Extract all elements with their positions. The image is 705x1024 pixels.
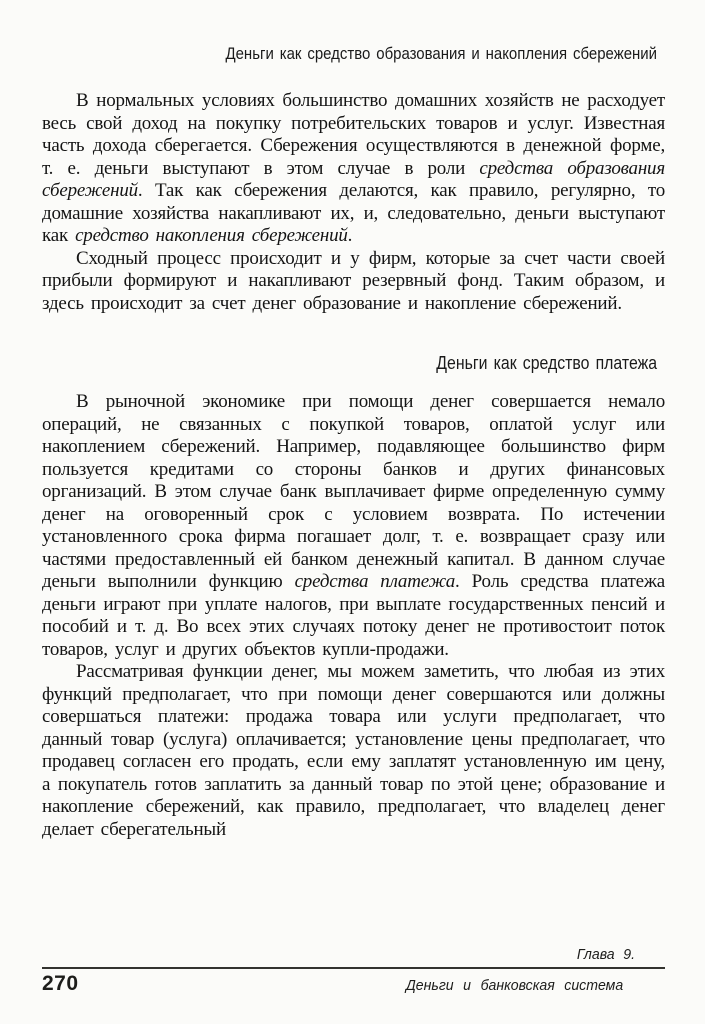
body-text: В рыночной экономике при помощи денег совершается немало операций, не связанных с покупкой товаров, оплатой услуг или накоплением сбережений. Например, подавляющее большинство фирм пользуется кредитами со стороны банков и других финансовых организаций. В этом случае банк выплачивает фирме определенную сумму денег на оговоренный срок с условием возврата. По истечении установленного срока фирма погашает долг, т. е. возвращает сразу или частями предоставленный ей банком денежный капитал. В данном случае деньги выполнили функцию — [42, 391, 665, 592]
book-title: Деньги и банковская система — [405, 977, 623, 994]
body-text: . Так как сбережения делаются, как правило, регулярно, то домашние хозяйства накапливают их, и, следовательно, деньги выступают как — [42, 180, 665, 246]
running-head: Деньги как средство образования и накопления сбережений — [225, 44, 657, 63]
paragraph — [42, 248, 665, 316]
paragraph — [42, 391, 665, 661]
chapter-label: Глава 9. — [576, 946, 635, 963]
body-text: Сходный процесс происходит и у фирм, которые за счет части своей прибыли формируют и накапливают резервный фонд. Таким образом, и здесь происходит за счет денег образование и накопление сбережений. — [42, 247, 665, 314]
paragraph — [42, 90, 665, 248]
page-body — [42, 90, 665, 841]
body-text: . — [347, 225, 353, 246]
emphasis-text: средства платежа — [294, 571, 456, 592]
paragraph — [42, 661, 665, 841]
page-number: 270 — [42, 972, 79, 995]
page-footer — [42, 946, 665, 996]
footer-rule — [42, 967, 665, 969]
emphasis-text: средство накопления сбережений — [75, 225, 348, 246]
footer-row — [42, 972, 665, 996]
section-heading: Деньги как средство платежа — [436, 353, 657, 373]
body-text: Рассматривая функции денег, мы можем заметить, что любая из этих функций предполагает, что при помощи денег совершаются или должны совершаться платежи: продажа товара или услуги предполагает, что данный товар (услуга) оплачивается; установление цены предполагает, что продавец согласен его продать, если ему заплатят установленную им цену, а покупатель готов заплатить за данный товар по этой цене; образование и накопление сбережений, как правило, предполагает, что владелец денег делает сберегательный — [42, 661, 665, 840]
body-text: . Роль средства платежа деньги играют при уплате налогов, при выплате государственных пенсий и пособий и т. д. Во всех этих случаях потоку денег не противостоит поток товаров, услуг и других объектов купли-продажи. — [42, 571, 666, 660]
body-text: В нормальных условиях большинство домашних хозяйств не расходует весь свой доход на покупку потребительских товаров и услуг. Известная часть дохода сберегается. Сбережения осуществляются в денежной форме, т. е. деньги выступают в этом случае в роли — [42, 90, 665, 179]
emphasis-text: средства образования сбережений — [42, 157, 665, 201]
